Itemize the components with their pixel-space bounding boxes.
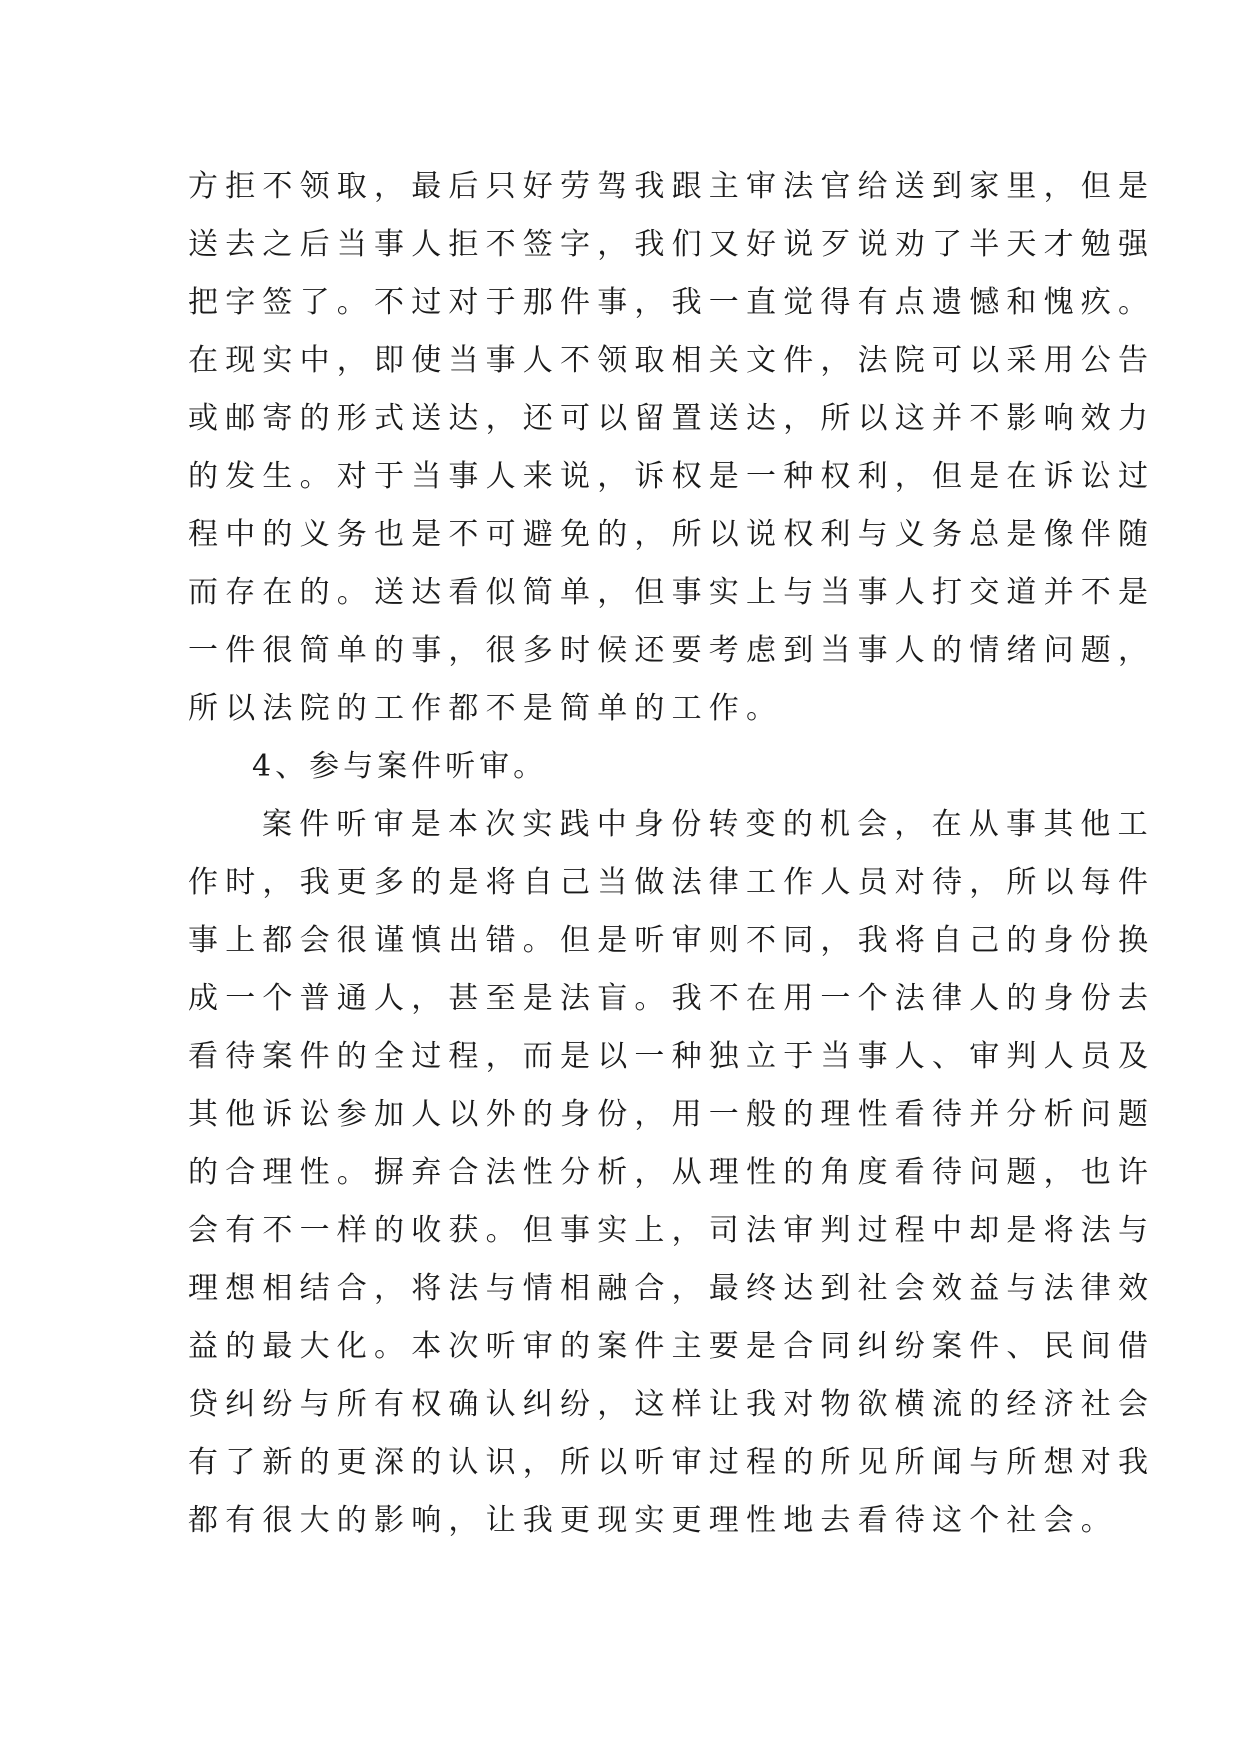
text-line: 其他诉讼参加人以外的身份，用一般的理性看待并分析问题 xyxy=(188,1097,1156,1132)
text-line: 成一个普通人，甚至是法盲。我不在用一个法律人的身份去 xyxy=(188,981,1156,1016)
text-line: 的发生。对于当事人来说，诉权是一种权利，但是在诉讼过 xyxy=(188,459,1156,494)
text-line: 或邮寄的形式送达，还可以留置送达，所以这并不影响效力 xyxy=(188,401,1156,436)
body-text xyxy=(188,158,1156,1550)
text-line: 事上都会很谨慎出错。但是听审则不同，我将自己的身份换 xyxy=(188,923,1156,958)
text-line: 益的最大化。本次听审的案件主要是合同纠纷案件、民间借 xyxy=(188,1329,1156,1364)
text-line: 有了新的更深的认识，所以听审过程的所见所闻与所想对我 xyxy=(188,1445,1156,1480)
text-line: 看待案件的全过程，而是以一种独立于当事人、审判人员及 xyxy=(188,1039,1156,1074)
text-line: 所以法院的工作都不是简单的工作。 xyxy=(188,691,784,726)
text-line: 而存在的。送达看似简单，但事实上与当事人打交道并不是 xyxy=(188,575,1156,610)
paragraph-first-line: 案件听审是本次实践中身份转变的机会，在从事其他工 xyxy=(262,807,1155,842)
text-line: 在现实中，即使当事人不领取相关文件，法院可以采用公告 xyxy=(188,343,1156,378)
text-line: 作时，我更多的是将自己当做法律工作人员对待，所以每件 xyxy=(188,865,1156,900)
text-line: 一件很简单的事，很多时候还要考虑到当事人的情绪问题， xyxy=(188,633,1156,668)
text-line: 把字签了。不过对于那件事，我一直觉得有点遗憾和愧疚。 xyxy=(188,285,1156,320)
text-line: 程中的义务也是不可避免的，所以说权利与义务总是像伴随 xyxy=(188,517,1156,552)
text-line: 送去之后当事人拒不签字，我们又好说歹说劝了半天才勉强 xyxy=(188,227,1156,262)
text-line: 贷纠纷与所有权确认纠纷，这样让我对物欲横流的经济社会 xyxy=(188,1387,1156,1422)
section-heading: 4、参与案件听审。 xyxy=(252,749,548,784)
text-line: 都有很大的影响，让我更现实更理性地去看待这个社会。 xyxy=(188,1503,1118,1538)
text-line: 理想相结合，将法与情相融合，最终达到社会效益与法律效 xyxy=(188,1271,1156,1306)
text-line: 方拒不领取，最后只好劳驾我跟主审法官给送到家里，但是 xyxy=(188,169,1156,204)
text-line: 的合理性。摒弃合法性分析，从理性的角度看待问题，也许 xyxy=(188,1155,1156,1190)
text-line: 会有不一样的收获。但事实上，司法审判过程中却是将法与 xyxy=(188,1213,1156,1248)
